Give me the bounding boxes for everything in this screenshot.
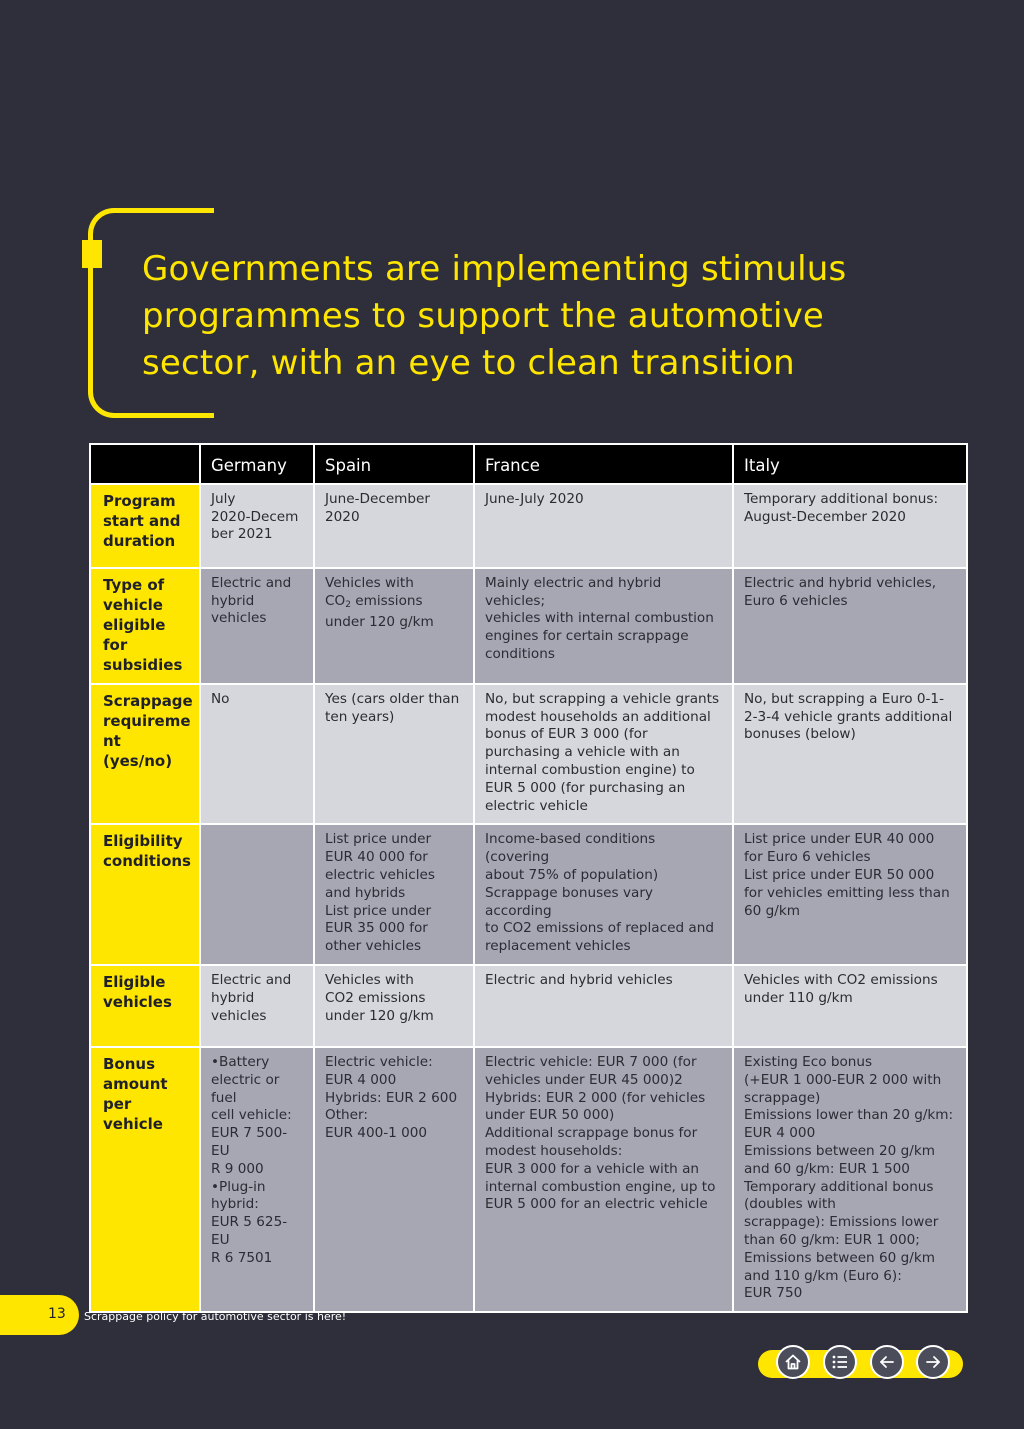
cell-germany: July 2020-Decem ber 2021	[200, 484, 314, 568]
table-header-row	[90, 444, 967, 484]
cell-italy: Electric and hybrid vehicles, Euro 6 vehicles	[733, 568, 967, 684]
co2-text-after: emissions under 120 g/km	[325, 592, 434, 631]
column-header-france: France	[474, 444, 733, 484]
table-row-scrappage-requirement	[90, 684, 967, 825]
cell-italy: No, but scrapping a Euro 0-1- 2-3-4 vehicle grants additional bonuses (below)	[733, 684, 967, 825]
column-header-germany: Germany	[200, 444, 314, 484]
cell-germany: •Battery electric or fuel cell vehicle: EUR 7 500-EU R 9 000 •Plug-in hybrid: EUR 5 625-EU R 6 7501	[200, 1047, 314, 1312]
row-label: Type of vehicle eligible for subsidies	[90, 568, 200, 684]
arrow-right-icon	[923, 1352, 943, 1372]
row-label: Eligibility conditions	[90, 824, 200, 965]
row-label: Bonus amount per vehicle	[90, 1047, 200, 1312]
cell-spain: Electric vehicle: EUR 4 000 Hybrids: EUR 2 600 Other: EUR 400-1 000	[314, 1047, 474, 1312]
cell-italy: Temporary additional bonus: August-December 2020	[733, 484, 967, 568]
page-title: Governments are implementing stimulus programmes to support the automotive sector, with an eye to clean transition	[142, 249, 847, 383]
cell-germany: No	[200, 684, 314, 825]
cell-italy: Vehicles with CO2 emissions under 110 g/km	[733, 965, 967, 1047]
column-header-italy: Italy	[733, 444, 967, 484]
cell-france: Electric and hybrid vehicles	[474, 965, 733, 1047]
cell-france: Income-based conditions (covering about 75% of population) Scrappage bonuses vary according to CO2 emissions of replaced and replacement vehicles	[474, 824, 733, 965]
arrow-left-icon	[877, 1352, 897, 1372]
co2-subscript: 2	[345, 599, 351, 610]
list-icon	[830, 1352, 850, 1372]
column-header-spain: Spain	[314, 444, 474, 484]
table-row-eligible-vehicles	[90, 965, 967, 1047]
cell-france: Mainly electric and hybrid vehicles; vehicles with internal combustion engines for certain scrappage conditions	[474, 568, 733, 684]
cell-germany: Electric and hybrid vehicles	[200, 568, 314, 684]
footer-caption: Scrappage policy for automotive sector is here!	[84, 1310, 347, 1323]
row-label: Eligible vehicles	[90, 965, 200, 1047]
cell-france: June-July 2020	[474, 484, 733, 568]
cell-italy: Existing Eco bonus (+EUR 1 000-EUR 2 000 with scrappage) Emissions lower than 20 g/km: EUR 4 000 Emissions between 20 g/km and 60 g/km: EUR 1 500 Temporary additional bonus (doubles with scrappage): Emissions lower than 60 g/km: EUR 1 000; Emissions between 60 g/km and 110 g/km (Euro 6): EUR 750	[733, 1047, 967, 1312]
page-number: 13	[48, 1306, 66, 1322]
previous-page-button[interactable]	[870, 1345, 904, 1379]
co2-text-before: Vehicles with CO	[325, 574, 414, 609]
cell-spain: List price under EUR 40 000 for electric vehicles and hybrids List price under EUR 35 000 for other vehicles	[314, 824, 474, 965]
cell-france: No, but scrapping a vehicle grants modest households an additional bonus of EUR 3 000 (for purchasing a vehicle with an internal combustion engine) to EUR 5 000 (for purchasing an electric vehicle	[474, 684, 733, 825]
home-button[interactable]	[776, 1345, 810, 1379]
cell-spain: Vehicles with CO2 emissions under 120 g/km	[314, 965, 474, 1047]
table-row-program-duration	[90, 484, 967, 568]
cell-france: Electric vehicle: EUR 7 000 (for vehicles under EUR 45 000)2 Hybrids: EUR 2 000 (for vehicles under EUR 50 000) Additional scrappage bonus for modest households: EUR 3 000 for a vehicle with an internal combustion engine, up to EUR 5 000 for an electric vehicle	[474, 1047, 733, 1312]
corner-header-cell	[90, 444, 200, 484]
cell-germany	[200, 824, 314, 965]
stimulus-programmes-table	[89, 443, 968, 1313]
table-row-eligibility-conditions	[90, 824, 967, 965]
cell-spain: Yes (cars older than ten years)	[314, 684, 474, 825]
contents-button[interactable]	[823, 1345, 857, 1379]
next-page-button[interactable]	[916, 1345, 950, 1379]
cell-italy: List price under EUR 40 000 for Euro 6 vehicles List price under EUR 50 000 for vehicles emitting less than 60 g/km	[733, 824, 967, 965]
row-label: Program start and duration	[90, 484, 200, 568]
title-bracket-tab	[82, 240, 102, 268]
cell-germany: Electric and hybrid vehicles	[200, 965, 314, 1047]
cell-spain	[314, 568, 474, 684]
cell-spain: June-December 2020	[314, 484, 474, 568]
home-icon	[783, 1352, 803, 1372]
table-row-vehicle-type	[90, 568, 967, 684]
table-row-bonus-amount	[90, 1047, 967, 1312]
row-label: Scrappage requireme nt (yes/no)	[90, 684, 200, 825]
page-number-pill	[0, 1295, 79, 1335]
